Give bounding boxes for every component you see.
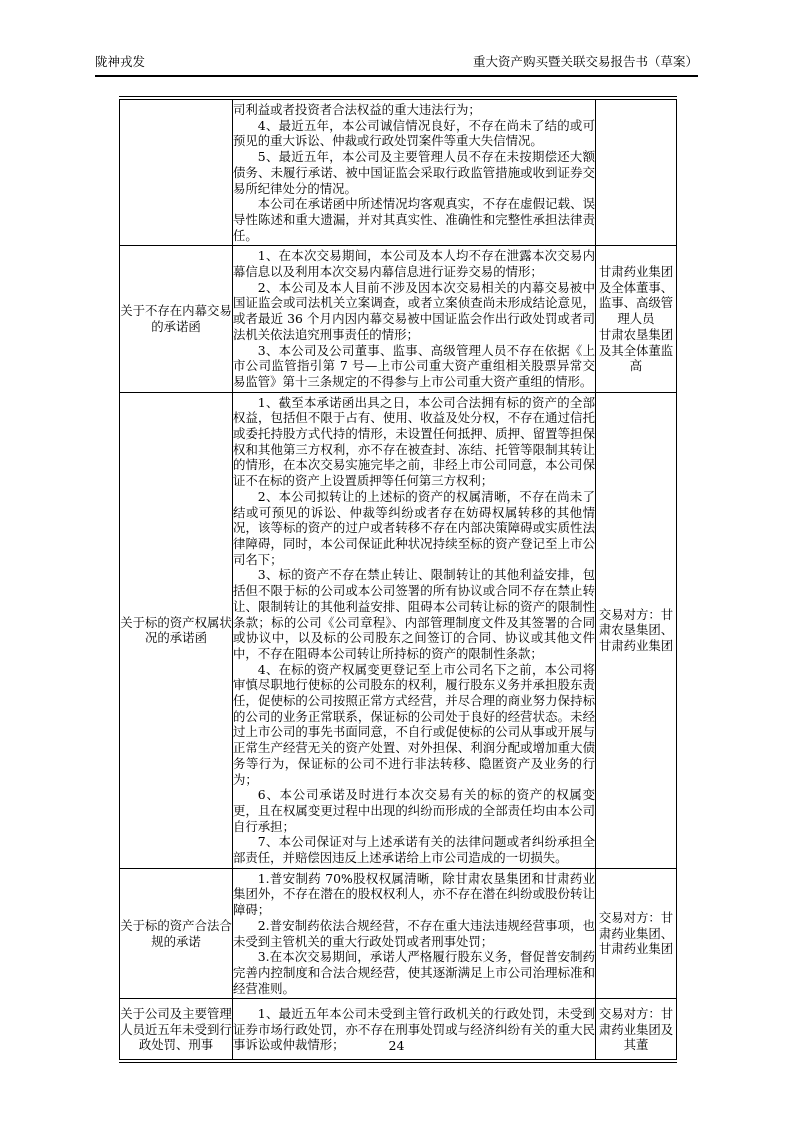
commitments-table-wrap — [119, 96, 677, 1063]
page-footer — [0, 1038, 793, 1053]
header-report-title: 重大资产购买暨关联交易报告书（草案） — [472, 54, 698, 69]
table-row — [120, 868, 677, 999]
counterparty-cell — [596, 100, 677, 246]
commitment-content-cell — [233, 100, 596, 246]
content-paragraph: 1、截至本承诺函出具之日，本公司合法拥有标的资产的全部权益，包括但不限于占有、使用、收益及处分权，不存在通过信托或委托持股方式代持的情形，未设置任何抵押、质押、留置等担保权和其他第三方权利，亦不存在被查封、冻结、托管等限制其转让的情形，在本次交易实施完毕之前，非经上市公司同意，本公司保证不在标的资产上设置质押等任何第三方权利； — [233, 394, 595, 489]
content-paragraph: 5、最近五年，本公司及主要管理人员不存在未按期偿还大额债务、未履行承诺、被中国证监会采取行政监管措施或收到证券交易所纪律处分的情况。 — [233, 149, 595, 196]
content-paragraph: 1、最近五年本公司未受到主管行政机关的行政处罚，未受到证券市场行政处罚，亦不存在刑事处罚或与经济纠纷有关的重大民事诉讼或仲裁情形； — [233, 1005, 595, 1053]
commitment-label: 关于公司及主要管理人员近五年未受到行政处罚、刑事 — [120, 1005, 232, 1053]
content-paragraph: 3、标的资产不存在禁止转让、限制转让的其他利益安排，包括但不限于标的公司或本公司签署的所有协议或合同不存在禁止转让、限制转让的其他利益安排、阻碍本公司转让标的资产的限制性条款；标的公司《公司章程》、内部管理制度文件及其签署的合同或协议中，以及标的公司股东之间签订的合同、协议或其他文件中，不存在阻碍本公司转让所持标的资产的限制性条款； — [233, 567, 595, 661]
content-paragraph: 2、本公司拟转让的上述标的资产的权属清晰，不存在尚未了结或可预见的诉讼、仲裁等纠纷或者存在妨碍权属转移的其他情况，该等标的资产的过户或者转移不存在内部决策障碍或实质性法律障碍，同时，本公司保证此种状况持续至标的资产登记至上市公司名下； — [233, 488, 595, 567]
counterparty-name: 交易对方：甘肃药业集团、甘肃药业集团 — [598, 910, 674, 957]
content-paragraph: 司利益或者投资者合法权益的重大违法行为； — [233, 102, 481, 117]
content-paragraph: 1.普安制药 70%股权权属清晰，除甘肃农垦集团和甘肃药业集团外，不存在潜在的股权权利人，亦不存在潜在纠纷或股份转让障碍； — [233, 870, 595, 918]
table-row — [120, 246, 677, 392]
counterparty-cell — [596, 868, 677, 999]
content-paragraph: 2.普安制药依法合规经营，不存在重大违法违规经营事项，也未受到主管机关的重大行政处罚或者刑事处罚； — [233, 917, 595, 949]
content-paragraph: 6、本公司承诺及时进行本次交易有关的标的资产的权属变更，且在权属变更过程中出现的纠纷而形成的全部责任均由本公司自行承担； — [233, 787, 595, 834]
commitment-label-cell — [120, 868, 233, 999]
content-paragraph: 4、在标的资产权属变更登记至上市公司名下之前，本公司将审慎尽职地行使标的公司股东的权利，履行股东义务并承担股东责任，促使标的公司按照正常方式经营，并尽合理的商业努力保持标的公司的业务正常联系，保证标的公司处于良好的经营状态。未经过上市公司的事先书面同意，不自行或促使标的公司从事或开展与正常生产经营无关的资产处置、对外担保、利润分配或增加重大债务等行为，保证标的公司不进行非法转移、隐匿资产及业务的行为； — [233, 661, 595, 787]
commitment-content-cell — [233, 392, 596, 868]
commitments-table-body — [120, 100, 677, 1059]
table-row — [120, 392, 677, 868]
commitment-label-cell — [120, 392, 233, 868]
content-paragraph: 2、本公司及本人目前不涉及因本次交易相关的内幕交易被中国证监会或司法机关立案调查，或者立案侦查尚未形成结论意见，或者最近 36 个月内因内幕交易被中国证监会作出行政处罚或者司法机关依法追究刑事责任的情形； — [233, 279, 595, 342]
commitments-table — [119, 100, 677, 1059]
content-paragraph: 本公司在承诺函中所述情况均客观真实，不存在虚假记载、误导性陈述和重大遗漏，并对其真实性、准确性和完整性承担法律责任。 — [233, 196, 595, 243]
commitment-label: 关于标的资产权属状况的承诺函 — [120, 614, 232, 646]
content-paragraph: 3.在本次交易期间，承诺人严格履行股东义务，督促普安制药完善内控制度和合法合规经营，使其逐渐满足上市公司治理标准和经营准则。 — [233, 949, 595, 996]
table-row — [120, 100, 677, 246]
commitment-label-cell — [120, 246, 233, 392]
counterparty-cell — [596, 392, 677, 868]
counterparty-name: 甘肃药业集团及全体董事、监事、高级管理人员 — [598, 264, 674, 327]
header-company-name: 陇神戎发 — [95, 54, 146, 69]
commitment-label: 关于不存在内幕交易的承诺函 — [120, 303, 232, 334]
counterparty-name: 交易对方：甘肃药业集团及其董 — [598, 1005, 674, 1053]
page-number: 24 — [388, 1038, 405, 1053]
commitment-label: 关于标的资产合法合规的承诺 — [120, 917, 232, 949]
content-paragraph: 7、本公司保证对与上述承诺有关的法律问题或者纠纷承担全部责任，并赔偿因违反上述承诺给上市公司造成的一切损失。 — [233, 834, 595, 866]
commitment-label-cell — [120, 100, 233, 246]
header-divider — [95, 75, 698, 77]
counterparty-name: 交易对方：甘肃农垦集团、甘肃药业集团 — [598, 606, 674, 654]
commitment-content-cell — [233, 246, 596, 392]
commitment-content-cell — [233, 868, 596, 999]
counterparty-cell — [596, 246, 677, 392]
content-paragraph: 1、在本次交易期间，本公司及本人均不存在泄露本次交易内幕信息以及利用本次交易内幕信息进行证券交易的情形； — [233, 248, 595, 280]
counterparty-name: 甘肃农垦集团及其全体董监高 — [598, 326, 674, 374]
content-paragraph: 3、本公司及公司董事、监事、高级管理人员不存在依据《上市公司监管指引第 7 号—上市公司重大资产重组相关股票异常交易监管》第十三条规定的不得参与上市公司重大资产重组的情形。 — [233, 342, 595, 389]
page-header — [95, 54, 698, 70]
content-paragraph: 4、最近五年，本公司诚信情况良好，不存在尚未了结的或可预见的重大诉讼、仲裁或行政处罚案件等重大失信情况。 — [233, 117, 595, 149]
